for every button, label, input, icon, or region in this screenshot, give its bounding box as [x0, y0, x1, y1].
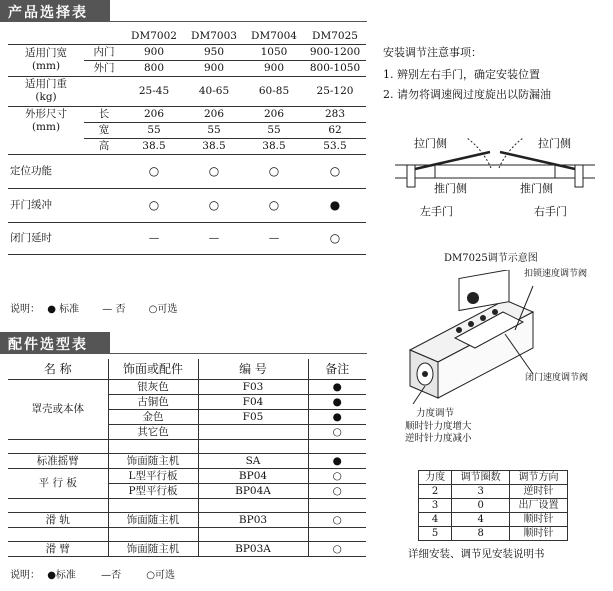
note-cell: ○ [308, 541, 366, 556]
legend: 说明： ● 标准 — 否 ○可选 [10, 304, 178, 315]
accessory-selection-title: 配件选型表 [0, 332, 110, 354]
finish-cell: 银灰色 [108, 379, 198, 394]
cell: — [244, 222, 304, 254]
finish-cell: 金色 [108, 409, 198, 424]
note-cell: ○ [308, 483, 366, 498]
force-header: 调节方向 [510, 471, 568, 485]
cell: ○ [304, 222, 366, 254]
model-header: DM7025 [304, 28, 366, 44]
name-cell: 罩壳或本体 [8, 379, 108, 439]
code-cell: BP04 [198, 468, 308, 483]
finish-cell: P型平行板 [108, 483, 198, 498]
note-cell: ● [308, 453, 366, 468]
install-note-item: 1. 辨别左右手门，确定安装位置 [383, 68, 540, 81]
cell: ● [304, 188, 366, 222]
cell: — [184, 222, 244, 254]
code-cell: F04 [198, 394, 308, 409]
finish-cell: 饰面随主机 [108, 453, 198, 468]
outer-door-label: 外门 [84, 60, 124, 76]
divider [110, 21, 367, 22]
force-cell: 2 [419, 485, 452, 499]
cell: 55 [124, 122, 184, 138]
note-cell: ● [308, 394, 366, 409]
door-width-label: 适用门宽 (mm) [8, 44, 84, 76]
force-cell: 顺时针 [510, 513, 568, 527]
cell: 25-120 [304, 76, 366, 106]
opening-buffer-label: 开门缓冲 [8, 188, 84, 222]
force-cell: 4 [419, 513, 452, 527]
cell: 40-65 [184, 76, 244, 106]
name-cell: 滑 臂 [8, 541, 108, 556]
force-cell: 顺时针 [510, 527, 568, 541]
force-ccw-label: 逆时针力度减小 [405, 433, 472, 444]
code-cell: BP04A [198, 483, 308, 498]
header-finish: 饰面或配件 [108, 359, 198, 379]
cell: 900-1200 [304, 44, 366, 60]
pull-side-label-left: 拉门侧 [414, 137, 447, 150]
cell: 1050 [244, 44, 304, 60]
cell: ○ [184, 154, 244, 188]
cell: 55 [184, 122, 244, 138]
divider [110, 353, 367, 354]
code-cell: F03 [198, 379, 308, 394]
width-label: 宽 [84, 122, 124, 138]
cell: 900 [124, 44, 184, 60]
install-note-item: 2. 请勿将调速阀过度旋出以防漏油 [383, 88, 551, 101]
product-selection-title: 产品选择表 [0, 0, 110, 22]
cell: 900 [184, 60, 244, 76]
note-cell: ○ [308, 424, 366, 439]
force-cell: 3 [452, 485, 510, 499]
code-cell: SA [198, 453, 308, 468]
pull-side-label-right: 拉门侧 [538, 137, 571, 150]
push-side-label-left: 推门侧 [434, 182, 467, 195]
adjust-diagram-title: DM7025调节示意图 [444, 253, 538, 264]
cell: 900 [244, 60, 304, 76]
cell: 25-45 [124, 76, 184, 106]
cell: 38.5 [184, 138, 244, 154]
cell: ○ [124, 188, 184, 222]
positioning-label: 定位功能 [8, 154, 84, 188]
header-name: 名 称 [8, 359, 108, 379]
cell: 800-1050 [304, 60, 366, 76]
length-label: 长 [84, 106, 124, 122]
header-code: 编 号 [198, 359, 308, 379]
close-valve-label: 闭门速度调节阀 [525, 373, 589, 383]
closer-body-diagram [405, 270, 605, 415]
cell: 60-85 [244, 76, 304, 106]
force-cell: 逆时针 [510, 485, 568, 499]
name-cell: 标准摇臂 [8, 453, 108, 468]
force-cw-label: 顺时针力度增大 [405, 421, 472, 432]
force-table [418, 470, 568, 541]
finish-cell: L型平行板 [108, 468, 198, 483]
force-header: 力度 [419, 471, 452, 485]
push-side-label-right: 推门侧 [520, 182, 553, 195]
legend: 说明： ●标准 —否 ○可选 [10, 570, 176, 581]
cell: ○ [244, 188, 304, 222]
finish-cell: 饰面随主机 [108, 512, 198, 527]
name-cell: 滑 轨 [8, 512, 108, 527]
height-label: 高 [84, 138, 124, 154]
lock-valve-label: 扣锁速度调节阀 [524, 269, 588, 279]
code-cell: BP03 [198, 512, 308, 527]
cell: ○ [304, 154, 366, 188]
header-note: 备注 [308, 359, 366, 379]
left-door-label: 左手门 [420, 205, 453, 218]
cell: 62 [304, 122, 366, 138]
note-cell: ● [308, 379, 366, 394]
install-notes-title: 安装调节注意事项： [383, 46, 482, 59]
model-header: DM7004 [244, 28, 304, 44]
closing-delay-label: 闭门延时 [8, 222, 84, 254]
dimensions-label: 外形尺寸 (mm) [8, 106, 84, 154]
cell: 53.5 [304, 138, 366, 154]
force-cell: 3 [419, 499, 452, 513]
cell: ○ [124, 154, 184, 188]
force-cell: 5 [419, 527, 452, 541]
code-cell: F05 [198, 409, 308, 424]
accessory-table [8, 359, 366, 557]
finish-cell: 饰面随主机 [108, 541, 198, 556]
force-adjust-label: 力度调节 [416, 408, 455, 419]
force-cell: 8 [452, 527, 510, 541]
code-cell: BP03A [198, 541, 308, 556]
cell: 283 [304, 106, 366, 122]
cell: 950 [184, 44, 244, 60]
manual-footnote: 详细安装、调节见安装说明书 [408, 548, 545, 560]
inner-door-label: 内门 [84, 44, 124, 60]
force-cell: 0 [452, 499, 510, 513]
door-weight-label: 适用门重 (kg) [8, 76, 84, 106]
cell: 206 [244, 106, 304, 122]
finish-cell: 古铜色 [108, 394, 198, 409]
model-header: DM7003 [184, 28, 244, 44]
cell: 55 [244, 122, 304, 138]
cell: — [124, 222, 184, 254]
note-cell: ● [308, 409, 366, 424]
model-header: DM7002 [124, 28, 184, 44]
note-cell: ○ [308, 468, 366, 483]
finish-cell: 其它色 [108, 424, 198, 439]
cell: 800 [124, 60, 184, 76]
code-cell [198, 424, 308, 439]
cell: ○ [184, 188, 244, 222]
name-cell: 平 行 板 [8, 468, 108, 498]
cell: 206 [124, 106, 184, 122]
cell: 206 [184, 106, 244, 122]
note-cell: ○ [308, 512, 366, 527]
product-selection-table [8, 28, 366, 255]
force-cell: 出厂设置 [510, 499, 568, 513]
cell: 38.5 [124, 138, 184, 154]
force-header: 调节圈数 [452, 471, 510, 485]
cell: ○ [244, 154, 304, 188]
right-door-label: 右手门 [534, 205, 567, 218]
force-cell: 4 [452, 513, 510, 527]
cell: 38.5 [244, 138, 304, 154]
